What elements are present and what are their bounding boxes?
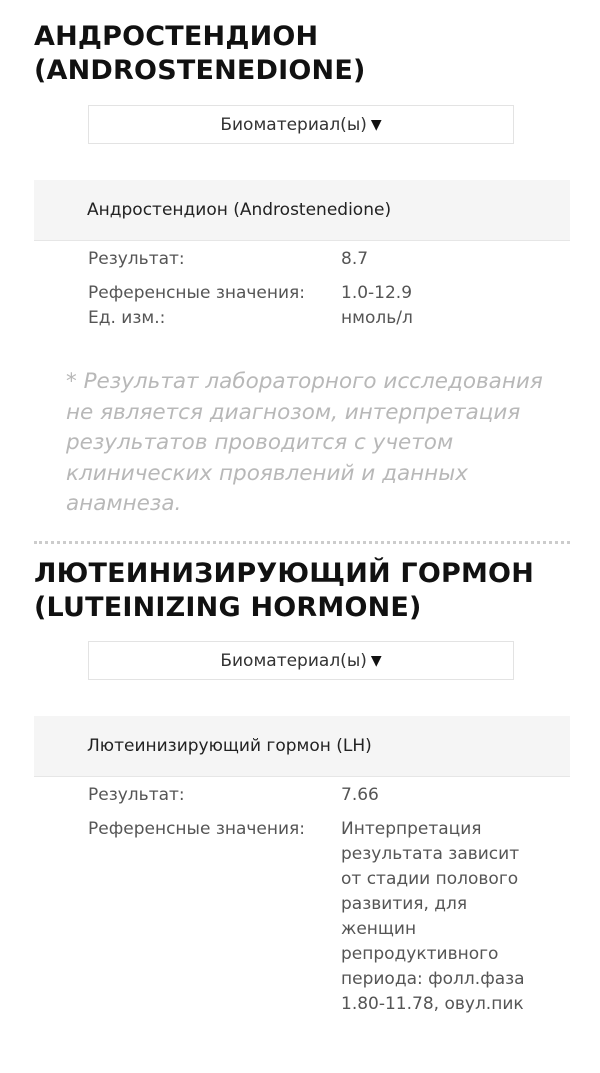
- result-value: 8.7: [341, 249, 369, 269]
- section-title-line1: ЛЮТЕИНИЗИРУЮЩИЙ ГОРМОН: [34, 558, 534, 589]
- section-title-line2: (LUTEINIZING HORMONE): [34, 592, 422, 623]
- biomaterial-toggle-button[interactable]: [88, 105, 514, 144]
- test-name: Андростендион (Androstenedione): [87, 200, 392, 220]
- section-title-line2: (ANDROSTENEDIONE): [34, 55, 366, 86]
- triangle-down-icon: ▼: [370, 652, 382, 669]
- reference-value: Интерпретация результата зависит от стадии полового развития, для женщин репродуктивного периода: фолл.фаза 1.80-11.78, овул.пик: [341, 819, 525, 1014]
- test-name: Лютеинизирующий гормон (LH): [87, 736, 372, 756]
- reference-label: Референсные значения:: [88, 819, 306, 839]
- biomaterial-label: Биоматериал(ы): [220, 114, 367, 135]
- result-label: Результат:: [88, 249, 185, 269]
- section-title: [34, 557, 574, 625]
- section-title: [34, 20, 574, 88]
- disclaimer-text: * Результат лабораторного исследования не является диагнозом, интерпретация результатов проводится с учетом клинических проявлений и данных анамнеза.: [66, 369, 543, 516]
- unit-label: Ед. изм.:: [88, 308, 166, 328]
- reference-value: 1.0-12.9: [341, 283, 413, 303]
- biomaterial-toggle-button[interactable]: [88, 641, 514, 680]
- biomaterial-label: Биоматериал(ы): [220, 650, 367, 671]
- section-title-line1: АНДРОСТЕНДИОН: [34, 21, 319, 52]
- result-value: 7.66: [341, 785, 379, 805]
- test-name-header: [34, 180, 570, 241]
- triangle-down-icon: ▼: [370, 116, 382, 133]
- result-label: Результат:: [88, 785, 185, 805]
- unit-value: нмоль/л: [341, 308, 413, 328]
- section-divider: [34, 541, 570, 544]
- test-name-header: [34, 716, 570, 777]
- reference-label: Референсные значения:: [88, 283, 306, 303]
